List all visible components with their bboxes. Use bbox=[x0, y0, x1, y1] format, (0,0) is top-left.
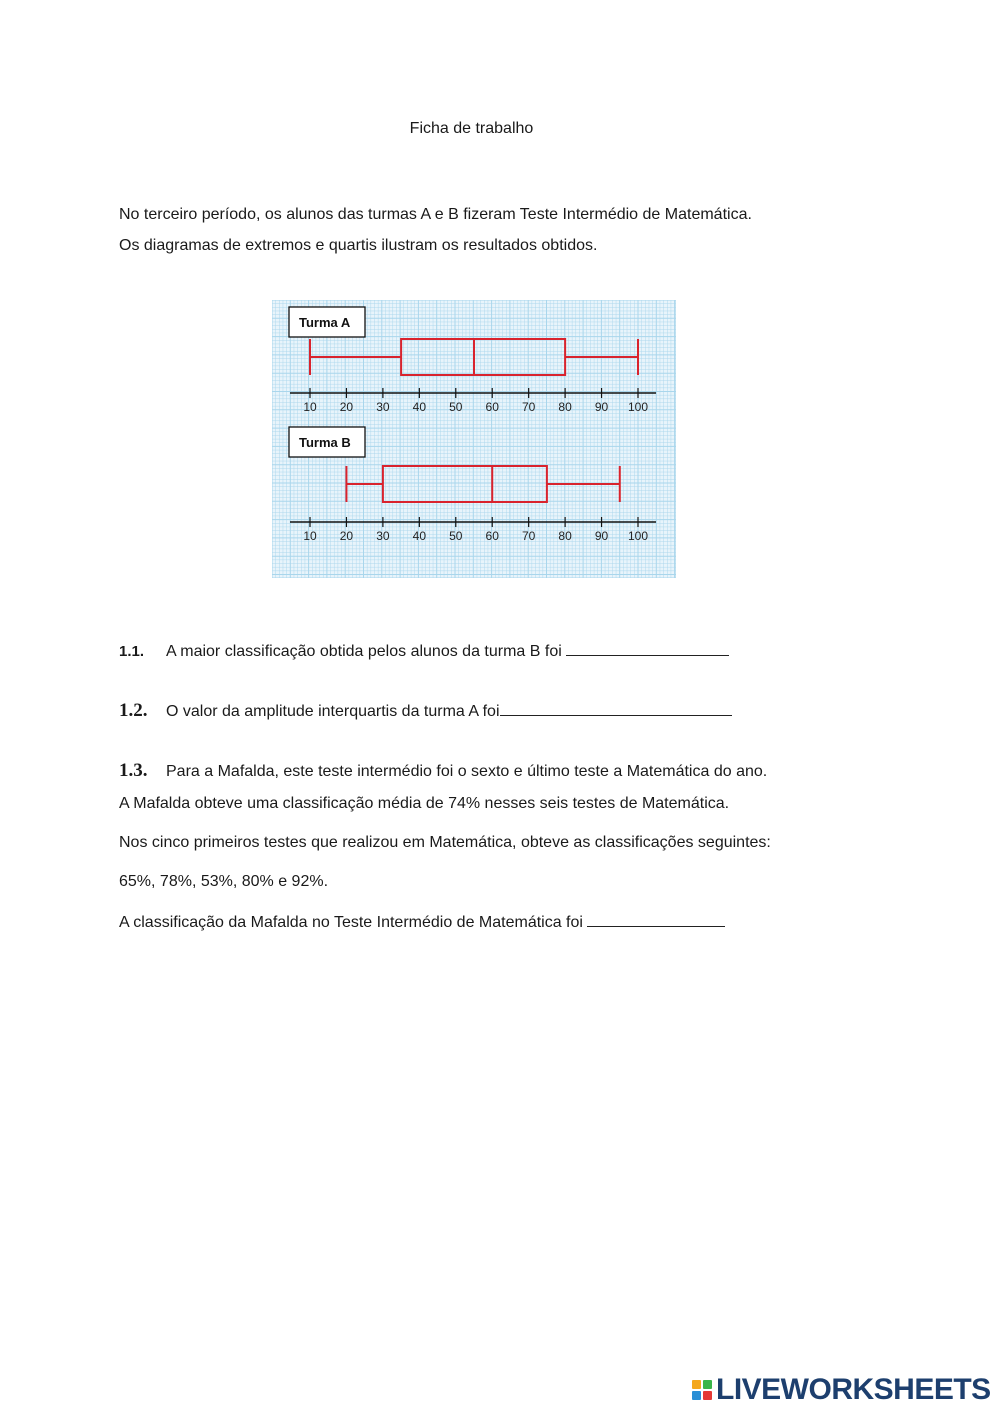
question-1-2 bbox=[119, 700, 732, 722]
question-text: A maior classificação obtida pelos alunos da turma B foi bbox=[166, 643, 567, 660]
answer-blank-1-1[interactable] bbox=[566, 641, 729, 656]
tick-label: 30 bbox=[376, 529, 390, 543]
intro-line-2: Os diagramas de extremos e quartis ilustram os resultados obtidos. bbox=[119, 237, 598, 254]
boxplot-svg bbox=[272, 300, 676, 578]
tick-label: 20 bbox=[339, 400, 354, 414]
liveworksheets-logo bbox=[692, 1375, 991, 1405]
logo-block bbox=[703, 1391, 712, 1400]
tick-label: 70 bbox=[521, 400, 536, 414]
tick-label: 60 bbox=[485, 529, 499, 543]
question-number: 1.1. bbox=[119, 643, 145, 660]
question-1-3 bbox=[119, 760, 767, 782]
question-1-1 bbox=[119, 641, 729, 661]
tick-label: 80 bbox=[558, 529, 572, 543]
answer-blank-1-3[interactable] bbox=[587, 912, 725, 927]
question-text: Para a Mafalda, este teste intermédio foi o sexto e último teste a Matemática do ano. bbox=[166, 763, 768, 780]
tick-label: 90 bbox=[594, 529, 609, 543]
logo-icon bbox=[692, 1380, 712, 1400]
tick-label: 50 bbox=[449, 529, 463, 543]
q13-line-1: A Mafalda obteve uma classificação média de 74% nesses seis testes de Matemática. bbox=[119, 795, 730, 812]
tick-label: 80 bbox=[558, 400, 572, 414]
tick-label: 40 bbox=[412, 529, 427, 543]
boxplot-chart bbox=[272, 300, 676, 578]
tick-label: 100 bbox=[627, 400, 649, 414]
q13-line-3: 65%, 78%, 53%, 80% e 92%. bbox=[119, 873, 329, 890]
tick-label: 10 bbox=[303, 529, 317, 543]
answer-blank-1-2[interactable] bbox=[500, 701, 732, 716]
page-title: Ficha de trabalho bbox=[409, 120, 534, 137]
tick-label: 40 bbox=[412, 400, 427, 414]
logo-block bbox=[692, 1380, 701, 1389]
logo-block bbox=[703, 1380, 712, 1389]
tick-label: 10 bbox=[303, 400, 317, 414]
tick-label: 30 bbox=[376, 400, 390, 414]
question-number: 1.3. bbox=[119, 760, 148, 781]
tick-label: 50 bbox=[449, 400, 463, 414]
intro-line-1: No terceiro período, os alunos das turmas A e B fizeram Teste Intermédio de Matemática. bbox=[119, 206, 752, 223]
logo-block bbox=[692, 1391, 701, 1400]
q13-line-4-text: A classificação da Mafalda no Teste Intermédio de Matemática foi bbox=[119, 914, 588, 931]
tick-label: 100 bbox=[627, 529, 649, 543]
tick-label: 70 bbox=[521, 529, 536, 543]
series-label: Turma A bbox=[299, 315, 351, 330]
question-text: O valor da amplitude interquartis da turma A foi bbox=[166, 703, 500, 720]
series-label: Turma B bbox=[299, 435, 351, 450]
tick-label: 20 bbox=[339, 529, 354, 543]
tick-label: 90 bbox=[594, 400, 609, 414]
logo-text: LIVEWORKSHEETS bbox=[716, 1373, 991, 1406]
q13-line-2: Nos cinco primeiros testes que realizou em Matemática, obteve as classificações seguintes: bbox=[119, 834, 771, 851]
q13-line-4 bbox=[119, 912, 725, 932]
question-number: 1.2. bbox=[119, 700, 148, 721]
tick-label: 60 bbox=[485, 400, 499, 414]
